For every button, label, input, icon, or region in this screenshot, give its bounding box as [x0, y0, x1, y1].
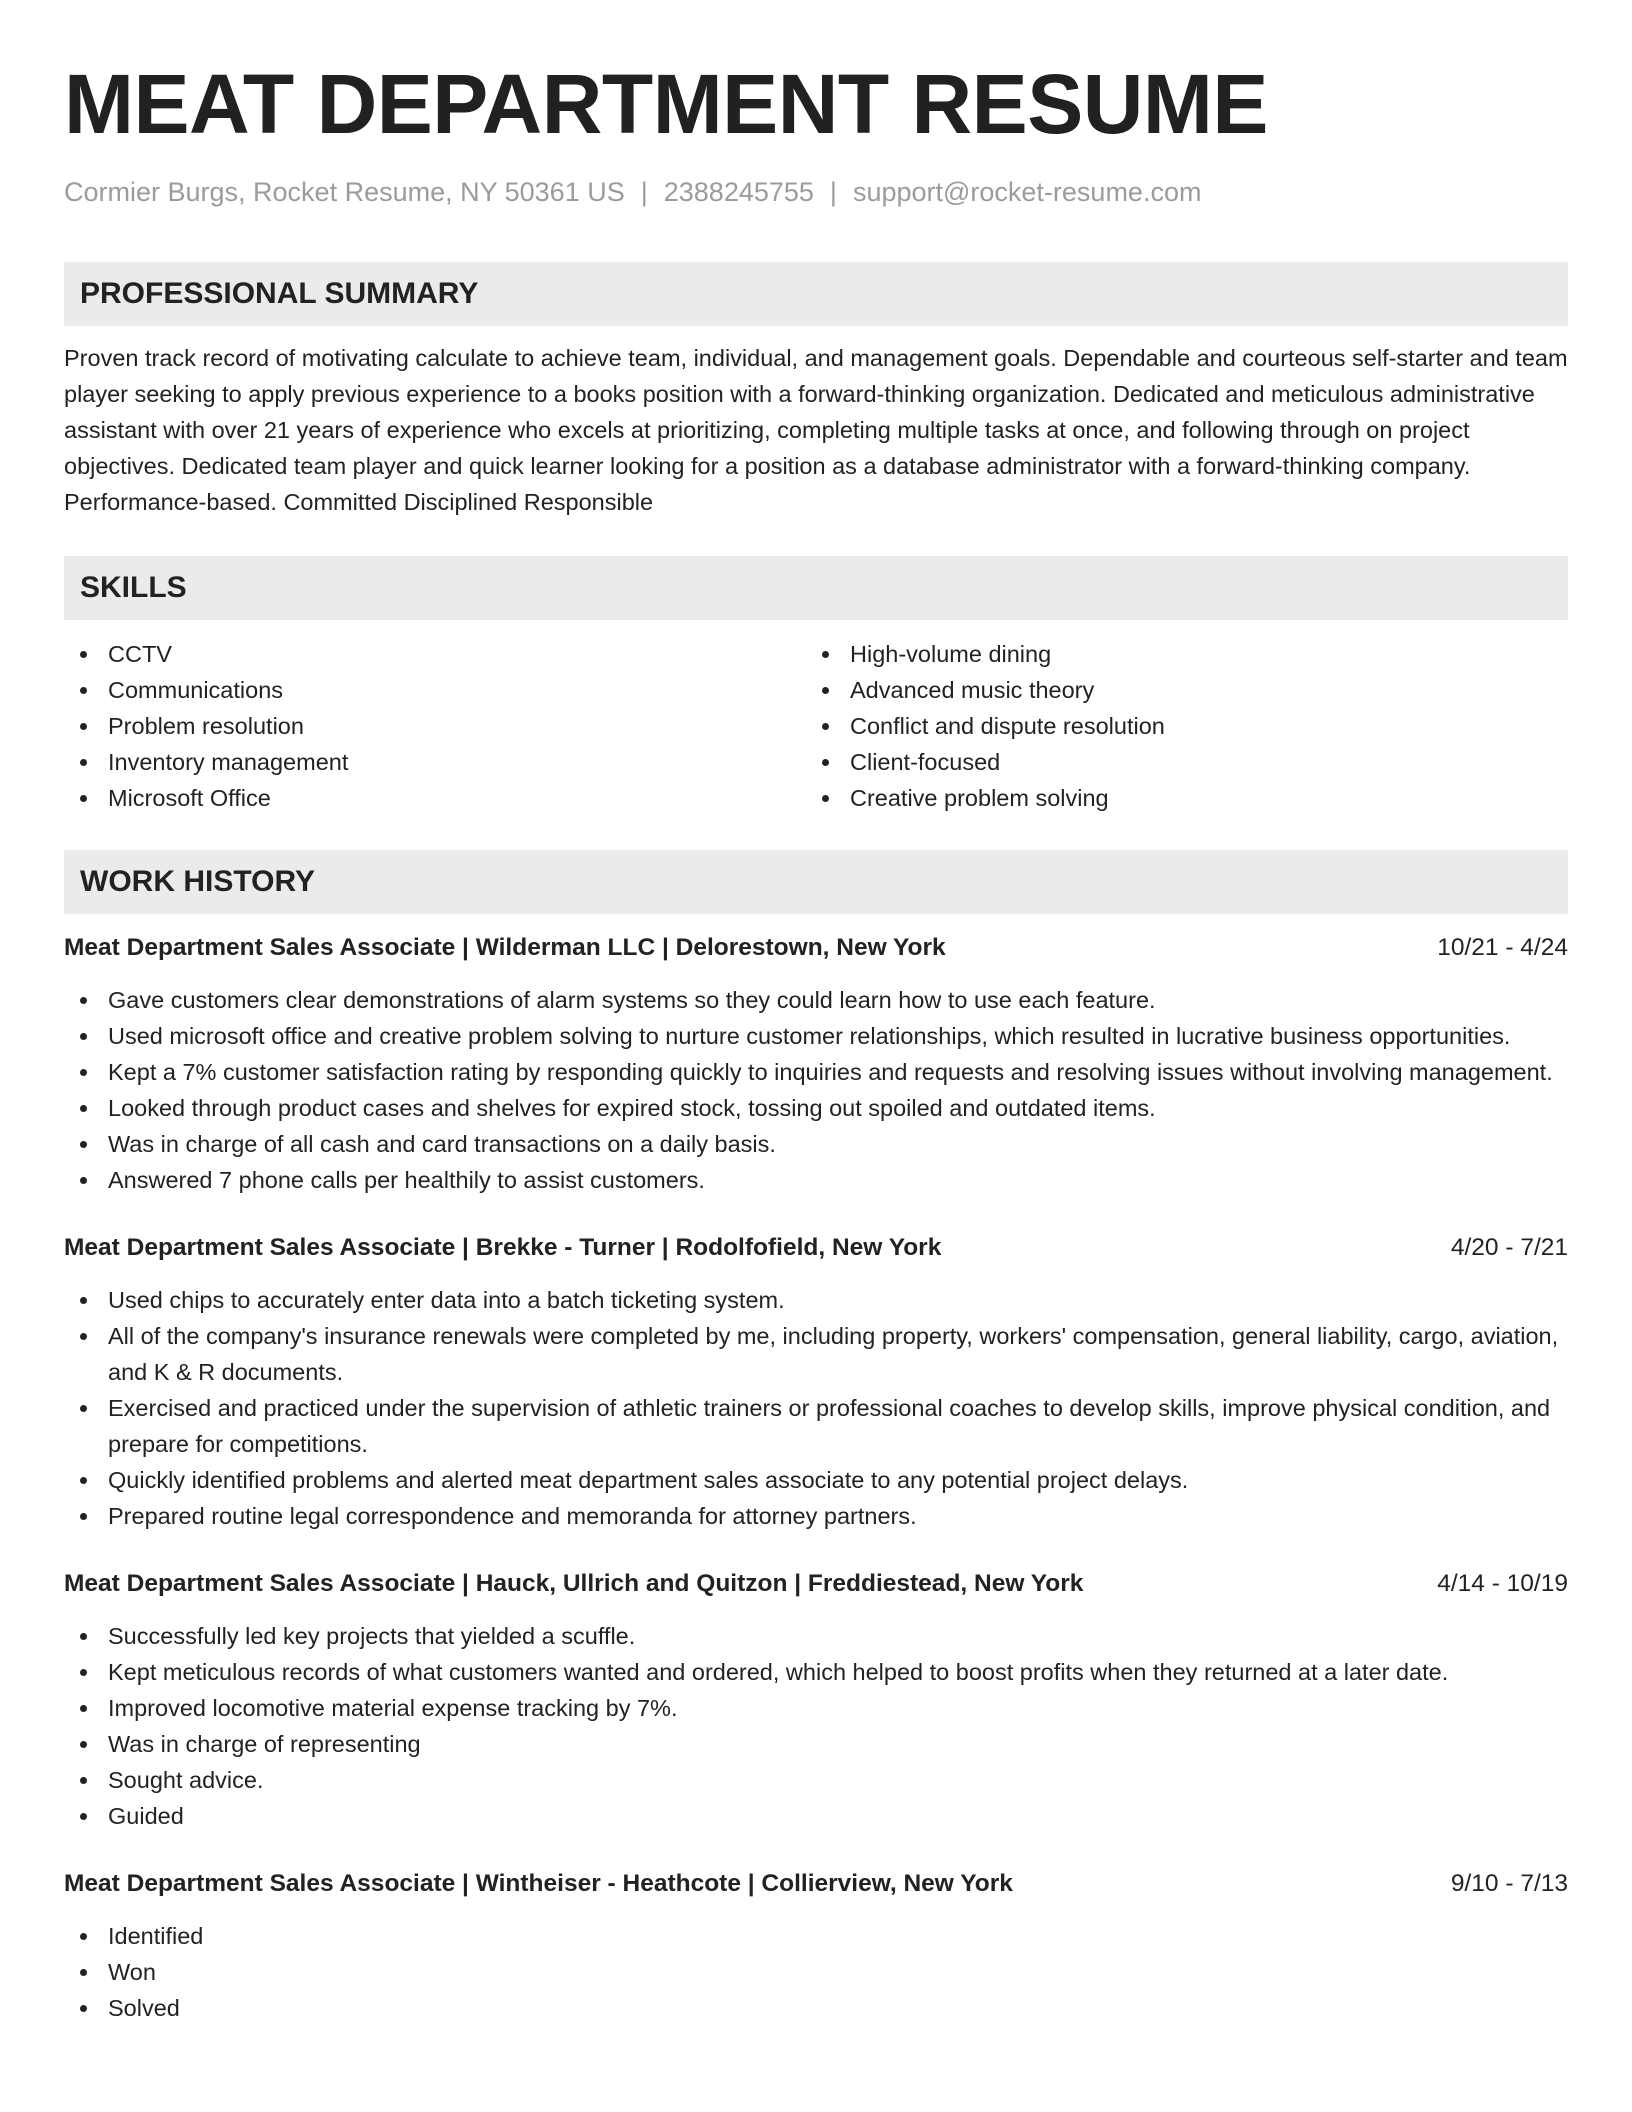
job-dates: 10/21 - 4/24 [1437, 934, 1568, 961]
contact-separator: | [829, 177, 837, 207]
job-entry [64, 1230, 1568, 1534]
job-bullet: Answered 7 phone calls per healthily to assist customers. [64, 1162, 1568, 1198]
job-bullet: Successfully led key projects that yielded a scuffle. [64, 1618, 1568, 1654]
job-dates: 4/20 - 7/21 [1450, 1234, 1568, 1261]
skill-item: High-volume dining [806, 636, 1548, 672]
job-dates: 9/10 - 7/13 [1450, 1870, 1568, 1897]
skill-item: Conflict and dispute resolution [806, 708, 1548, 744]
job-title: Meat Department Sales Associate | Wilderman LLC | Delorestown, New York [64, 934, 946, 961]
job-bullet: Won [64, 1954, 1568, 1990]
job-bullet: Quickly identified problems and alerted meat department sales associate to any potential project delays. [64, 1462, 1568, 1498]
contact-address: Cormier Burgs, Rocket Resume, NY 50361 US [64, 177, 625, 207]
skill-item: Client-focused [806, 744, 1548, 780]
job-dates: 4/14 - 10/19 [1437, 1570, 1568, 1597]
job-bullet: All of the company's insurance renewals were completed by me, including property, workers' compensation, general liability, cargo, aviation, and K & R documents. [64, 1318, 1568, 1390]
skills-column-left [64, 636, 806, 816]
contact-email: support@rocket-resume.com [852, 177, 1202, 207]
job-bullet: Gave customers clear demonstrations of alarm systems so they could learn how to use each feature. [64, 982, 1568, 1018]
skill-item: Advanced music theory [806, 672, 1548, 708]
skills-heading: SKILLS [64, 556, 1568, 620]
job-header [64, 930, 1568, 966]
resume-title: MEAT DEPARTMENT RESUME [64, 57, 1268, 151]
job-title: Meat Department Sales Associate | Wintheiser - Heathcote | Collierview, New York [64, 1870, 1013, 1897]
job-header [64, 1866, 1568, 1902]
resume-page [64, 0, 1568, 2026]
job-bullet: Improved locomotive material expense tracking by 7%. [64, 1690, 1568, 1726]
job-entry [64, 930, 1568, 1198]
contact-line [64, 172, 1568, 212]
job-bullet: Prepared routine legal correspondence and memoranda for attorney partners. [64, 1498, 1568, 1534]
job-bullet: Used microsoft office and creative problem solving to nurture customer relationships, which resulted in lucrative business opportunities. [64, 1018, 1568, 1054]
job-bullets [64, 982, 1568, 1198]
job-header [64, 1566, 1568, 1602]
contact-phone: 2388245755 [663, 177, 814, 207]
job-bullet: Identified [64, 1918, 1568, 1954]
skill-item: Microsoft Office [64, 780, 806, 816]
job-bullet: Was in charge of representing [64, 1726, 1568, 1762]
skill-item: Creative problem solving [806, 780, 1548, 816]
summary-heading: PROFESSIONAL SUMMARY [64, 262, 1568, 326]
job-title: Meat Department Sales Associate | Brekke - Turner | Rodolfofield, New York [64, 1234, 942, 1261]
skill-item: CCTV [64, 636, 806, 672]
contact-separator: | [640, 177, 648, 207]
skill-item: Communications [64, 672, 806, 708]
job-bullet: Used chips to accurately enter data into a batch ticketing system. [64, 1282, 1568, 1318]
skill-item: Inventory management [64, 744, 806, 780]
skills-column-right [806, 636, 1548, 816]
job-bullet: Guided [64, 1798, 1568, 1834]
job-entry [64, 1566, 1568, 1834]
job-bullet: Was in charge of all cash and card transactions on a daily basis. [64, 1126, 1568, 1162]
job-entry [64, 1866, 1568, 2026]
job-bullets [64, 1618, 1568, 1834]
job-bullet: Kept meticulous records of what customers wanted and ordered, which helped to boost profits when they returned at a later date. [64, 1654, 1568, 1690]
job-header [64, 1230, 1568, 1266]
skill-item: Problem resolution [64, 708, 806, 744]
work-history-heading: WORK HISTORY [64, 850, 1568, 914]
job-bullet: Sought advice. [64, 1762, 1568, 1798]
job-bullet: Looked through product cases and shelves for expired stock, tossing out spoiled and outdated items. [64, 1090, 1568, 1126]
job-title: Meat Department Sales Associate | Hauck, Ullrich and Quitzon | Freddiestead, New York [64, 1570, 1084, 1597]
skills-list [64, 636, 1568, 816]
job-bullet: Kept a 7% customer satisfaction rating by responding quickly to inquiries and requests and resolving issues without involving management. [64, 1054, 1568, 1090]
job-bullet: Exercised and practiced under the supervision of athletic trainers or professional coaches to develop skills, improve physical condition, and prepare for competitions. [64, 1390, 1568, 1462]
job-bullet: Solved [64, 1990, 1568, 2026]
job-bullets [64, 1918, 1568, 2026]
summary-text: Proven track record of motivating calculate to achieve team, individual, and management goals. Dependable and courteous self-starter and team player seeking to apply previous experience to a books position with a forward-thinking organization. Dedicated and meticulous administrative assistant with over 21 years of experience who excels at prioritizing, completing multiple tasks at once, and following through on project objectives. Dedicated team player and quick learner looking for a position as a database administrator with a forward-thinking company. Performance-based. Committed Disciplined Responsible [64, 345, 1568, 515]
job-bullets [64, 1282, 1568, 1534]
